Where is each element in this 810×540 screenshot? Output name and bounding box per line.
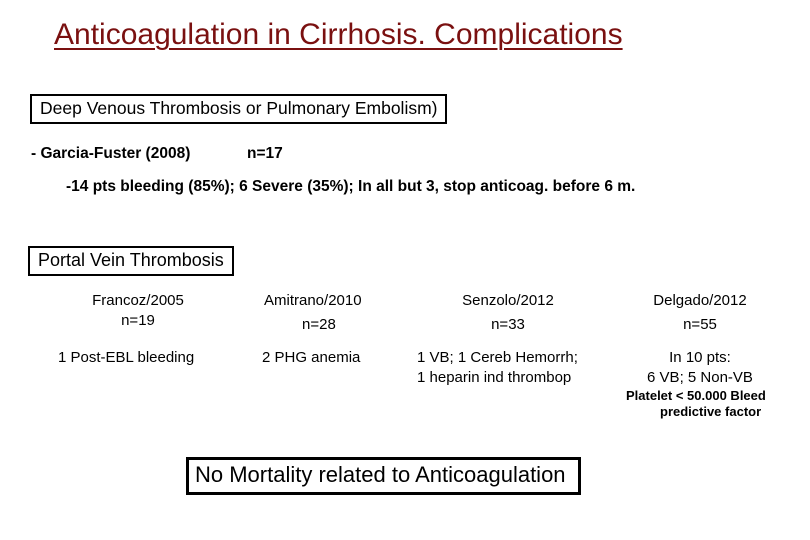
study-n: n=55 <box>683 316 717 333</box>
note-line: predictive factor <box>660 404 762 419</box>
study-name: Delgado/2012 <box>653 292 747 309</box>
finding-senzolo <box>417 348 609 388</box>
study-n: n=28 <box>302 316 336 333</box>
finding-text: 1 Post-EBL bleeding <box>58 349 195 366</box>
study-cell-senzolo <box>412 291 604 335</box>
study-cell-francoz <box>56 291 220 331</box>
dvt-study-n: n=17 <box>247 145 283 162</box>
study-cell-amitrano <box>250 291 384 335</box>
finding-line: 1 VB; 1 Cereb Hemorrh; <box>417 349 578 366</box>
study-n: n=33 <box>491 316 525 333</box>
dvt-section-heading: Deep Venous Thrombosis or Pulmonary Embolism) <box>30 94 447 124</box>
dvt-study-label: - Garcia-Fuster (2008) <box>31 145 191 162</box>
pvt-section-heading: Portal Vein Thrombosis <box>28 246 234 276</box>
finding-francoz <box>58 348 228 368</box>
conclusion-box: No Mortality related to Anticoagulation <box>186 457 581 495</box>
finding-delgado <box>615 348 785 388</box>
finding-line: 1 heparin ind thrombop <box>417 369 572 386</box>
note-line: Platelet < 50.000 Bleed <box>626 388 766 403</box>
dvt-finding: -14 pts bleeding (85%); 6 Severe (35%); In all but 3, stop anticoag. before 6 m. <box>66 178 636 195</box>
finding-text: 2 PHG anemia <box>262 349 361 366</box>
study-n: n=19 <box>121 312 155 329</box>
study-cell-delgado <box>615 291 785 335</box>
finding-line: In 10 pts: <box>669 349 731 366</box>
slide-title: Anticoagulation in Cirrhosis. Complications <box>54 18 623 51</box>
study-name: Amitrano/2010 <box>264 292 362 309</box>
finding-amitrano <box>262 348 396 368</box>
study-name: Senzolo/2012 <box>462 292 554 309</box>
finding-line: 6 VB; 5 Non-VB <box>647 369 753 386</box>
platelet-note <box>612 388 788 420</box>
study-name: Francoz/2005 <box>92 292 184 309</box>
